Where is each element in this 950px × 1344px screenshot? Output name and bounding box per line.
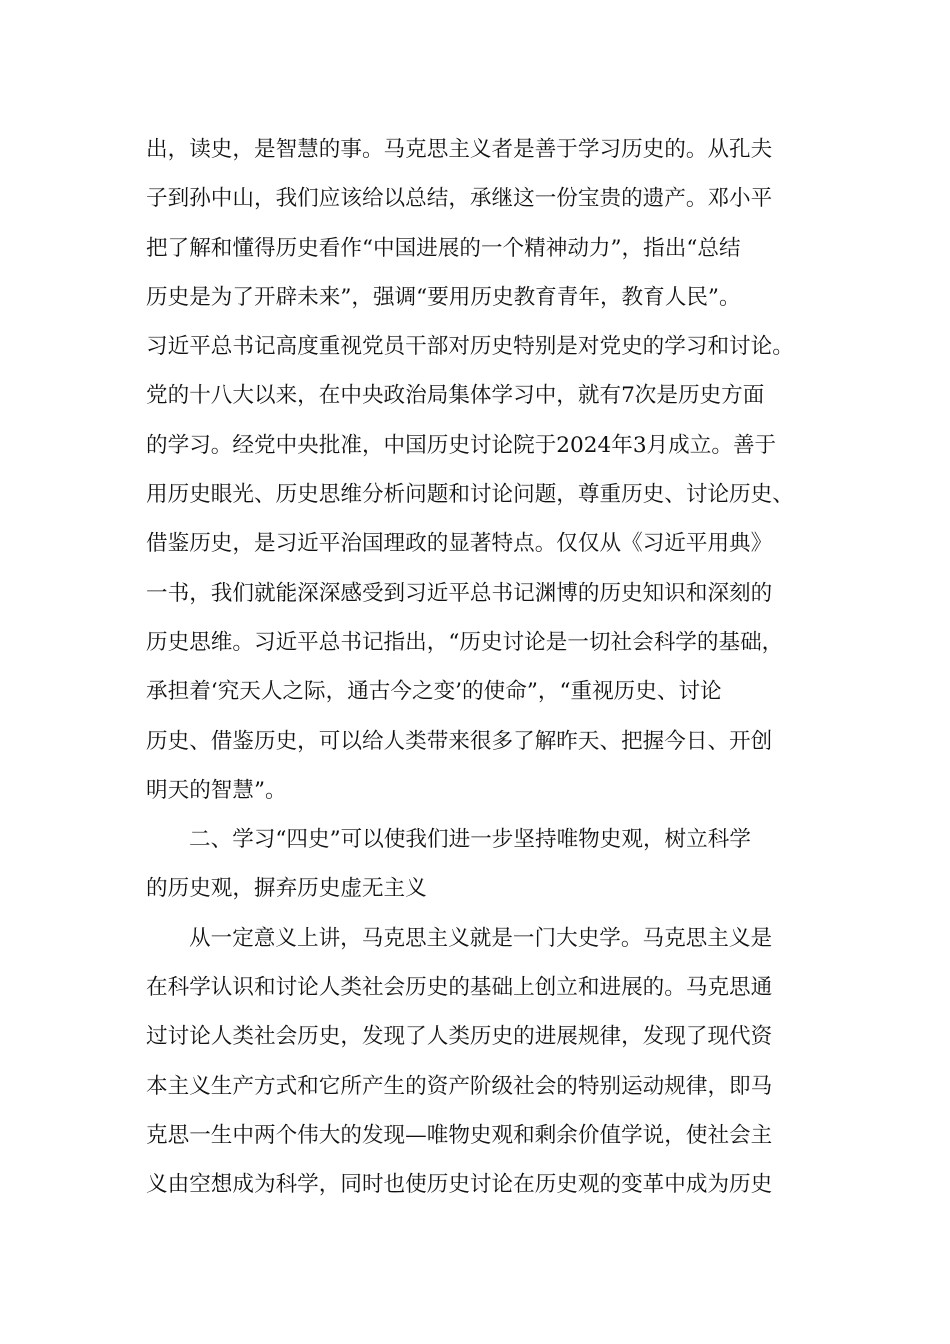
text-line: 借鉴历史，是习近平治国理政的显著特点。仅仅从《习近平用典》 [146,531,773,557]
text-line: 历史、借鉴历史，可以给人类带来很多了解昨天、把握今日、开创 [146,728,773,754]
text-line: 承担着‘究天人之际，通古今之变’的使命”，“重视历史、讨论 [146,679,722,705]
text-line: 在科学认识和讨论人类社会历史的基础上创立和进展的。马克思通 [146,975,773,1001]
body-text [146,125,846,1210]
section-heading-line: 的历史观，摒弃历史虚无主义 [146,876,427,902]
section-heading-line: 二、学习“四史”可以使我们进一步坚持唯物史观，树立科学 [189,827,751,853]
text-line: 过讨论人类社会历史，发现了人类历史的进展规律，发现了现代资 [146,1024,773,1050]
text-line: 党的十八大以来，在中央政治局集体学习中，就有7次是历史方面 [146,383,765,409]
text-line: 用历史眼光、历史思维分析问题和讨论问题，尊重历史、讨论历史、 [146,482,794,508]
text-line: 克思一生中两个伟大的发现—唯物史观和剩余价值学说，使社会主 [146,1122,773,1148]
text-line: 出，读史，是智慧的事。马克思主义者是善于学习历史的。从孔夫 [146,137,773,162]
text-line: 本主义生产方式和它所产生的资产阶级社会的特别运动规律，即马 [146,1073,773,1099]
text-line: 把了解和懂得历史看作“中国进展的一个精神动力”，指出“总结 [146,235,741,261]
text-line: 子到孙中山，我们应该给以总结，承继这一份宝贵的遗产。邓小平 [146,186,773,212]
text-line: 一书，我们就能深深感受到习近平总书记渊博的历史知识和深刻的 [146,580,773,606]
text-line: 习近平总书记高度重视党员干部对历史特别是对党史的学习和讨论。 [146,334,794,360]
text-line: 历史思维。习近平总书记指出，“历史讨论是一切社会科学的基础， [146,629,784,655]
text-line: 的学习。经党中央批准，中国历史讨论院于2024年3月成立。善于 [146,432,777,458]
text-line: 义由空想成为科学，同时也使历史讨论在历史观的变革中成为历史 [146,1172,773,1198]
text-line: 明天的智慧”。 [146,777,287,803]
text-line: 历史是为了开辟未来”，强调“要用历史教育青年，教育人民”。 [146,284,741,310]
text-line: 从一定意义上讲，马克思主义就是一门大史学。马克思主义是 [189,925,773,951]
